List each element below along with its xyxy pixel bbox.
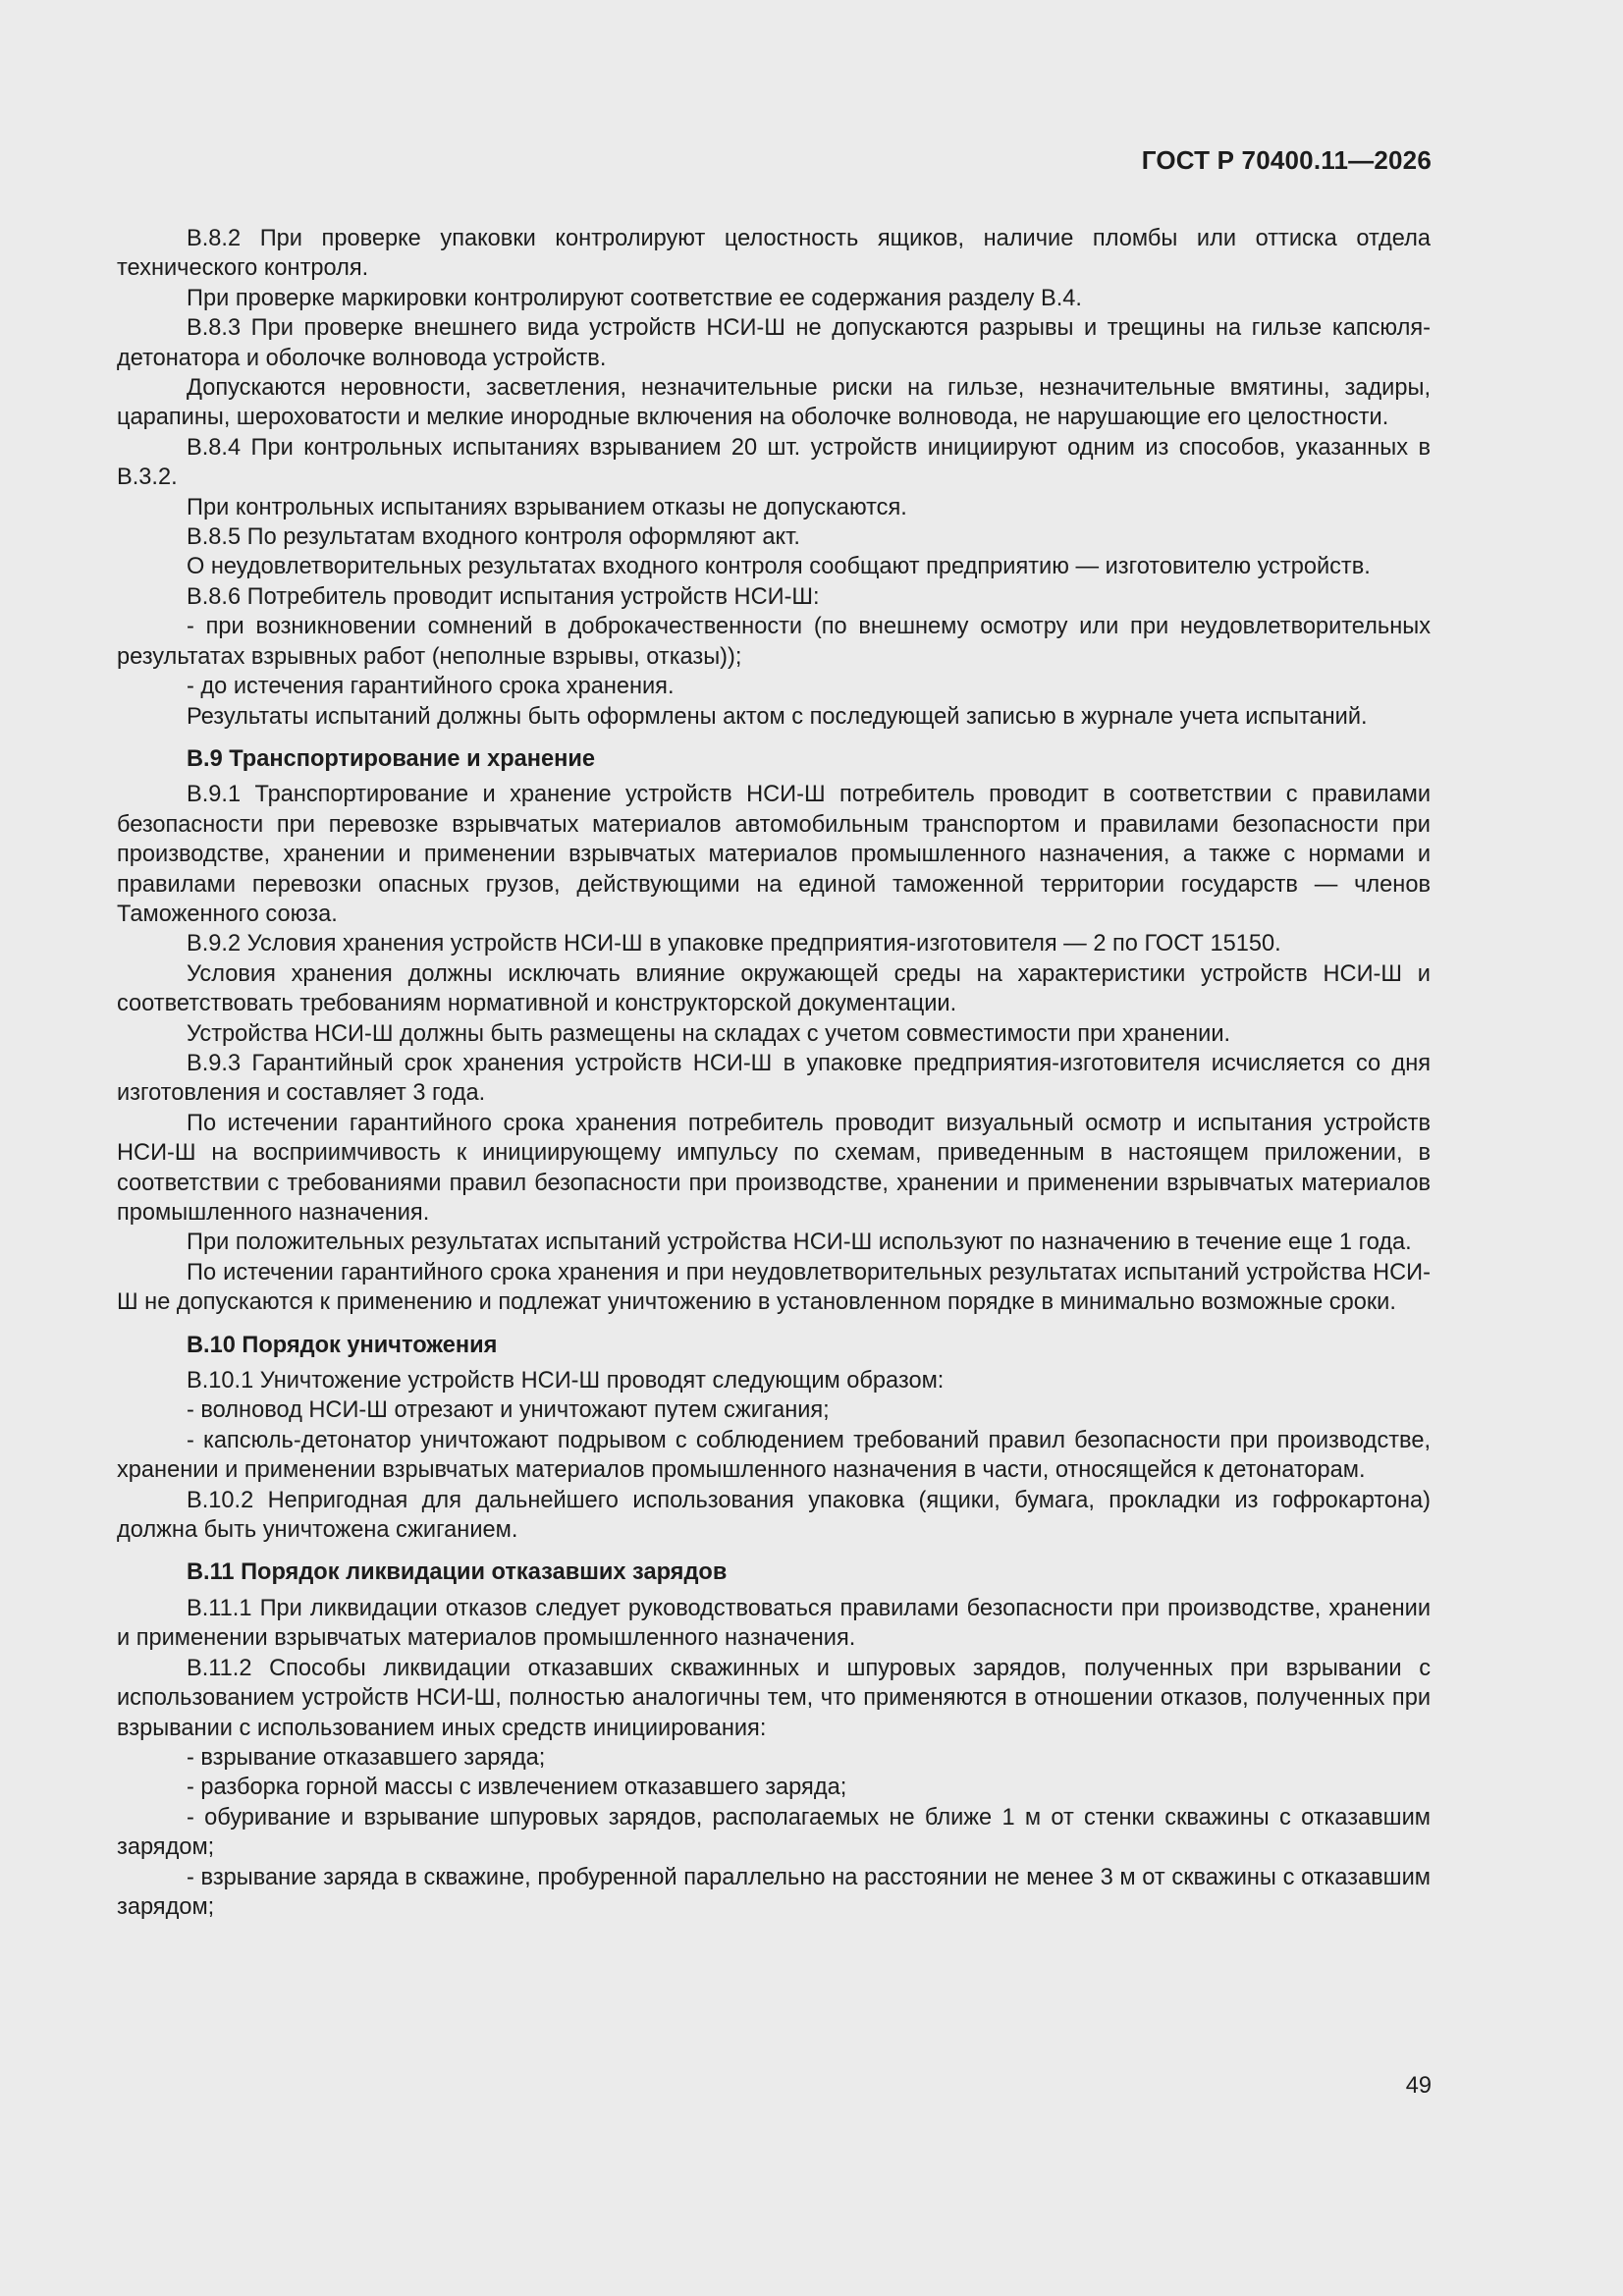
paragraph: В.8.5 По результатам входного контроля оформляют акт.	[187, 524, 800, 551]
paragraph: По истечении гарантийного срока хранения и при неудовлетворительных результатах испытаний устройства НСИ-Ш не допускаются к применению и подлежат уничтожению в установленном порядке в минимально возможные сроки.	[117, 1259, 1431, 1316]
paragraph: В.8.2 При проверке упаковки контролируют целостность ящиков, наличие пломбы или оттиска отдела технического контроля.	[117, 226, 1431, 282]
section-heading: В.10 Порядок уничтожения	[187, 1332, 498, 1358]
section-heading: В.9 Транспортирование и хранение	[187, 745, 596, 772]
paragraph: Условия хранения должны исключать влияние окружающей среды на характеристики устройств НСИ-Ш и соответствовать требованиям нормативной и конструкторской документации.	[117, 960, 1431, 1017]
paragraph: В.9.2 Условия хранения устройств НСИ-Ш в упаковке предприятия-изготовителя — 2 по ГОСТ 15150.	[187, 931, 1281, 957]
list-item: - волновод НСИ-Ш отрезают и уничтожают путем сжигания;	[187, 1397, 830, 1424]
paragraph: Результаты испытаний должны быть оформлены актом с последующей записью в журнале учета испытаний.	[187, 703, 1368, 730]
paragraph: В.9.3 Гарантийный срок хранения устройств НСИ-Ш в упаковке предприятия-изготовителя исчисляется со дня изготовления и составляет 3 года.	[117, 1050, 1431, 1107]
paragraph: Устройства НСИ-Ш должны быть размещены на складах с учетом совместимости при хранении.	[187, 1020, 1231, 1047]
paragraph: В.8.4 При контрольных испытаниях взрыванием 20 шт. устройств инициируют одним из способов, указанных в В.3.2.	[117, 434, 1431, 491]
paragraph: В.9.1 Транспортирование и хранение устройств НСИ-Ш потребитель проводит в соответствии с правилами безопасности при перевозке взрывчатых материалов автомобильным транспортом и правилами безопасности при производстве, хранении и применении взрывчатых материалов промышленного назначения, а также с нормами и правилами перевозки опасных грузов, действующими на единой таможенной территории государств — членов Таможенного союза.	[117, 782, 1431, 927]
list-item: - взрывание заряда в скважине, пробуренной параллельно на расстоянии не менее 3 м от скважины с отказавшим зарядом;	[117, 1864, 1431, 1920]
list-item: - до истечения гарантийного срока хранения.	[187, 674, 675, 700]
section-heading: В.11 Порядок ликвидации отказавших зарядов	[187, 1559, 728, 1586]
paragraph: В.10.2 Непригодная для дальнейшего использования упаковка (ящики, бумага, прокладки из гофрокартона) должна быть уничтожена сжиганием.	[117, 1487, 1431, 1544]
list-item: - капсюль-детонатор уничтожают подрывом с соблюдением требований правил безопасности при производстве, хранении и применении взрывчатых материалов промышленного назначения в части, относящейся к детонаторам.	[117, 1427, 1431, 1484]
page-number: 49	[1405, 2073, 1432, 2099]
list-item: - разборка горной массы с извлечением отказавшего заряда;	[187, 1775, 847, 1801]
paragraph: При проверке маркировки контролируют соответствие ее содержания разделу В.4.	[187, 285, 1082, 311]
paragraph: В.8.3 При проверке внешнего вида устройств НСИ-Ш не допускаются разрывы и трещины на гильзе капсюля-детонатора и оболочке волновода устройств.	[117, 315, 1431, 371]
paragraph: По истечении гарантийного срока хранения потребитель проводит визуальный осмотр и испытания устройств НСИ-Ш на восприимчивость к инициирующему импульсу по схемам, приведенным в настоящем приложении, в соответствии с требованиями правил безопасности при производстве, хранении и применении взрывчатых материалов промышленного назначения.	[117, 1110, 1431, 1226]
list-item: - взрывание отказавшего заряда;	[187, 1744, 546, 1771]
paragraph: В.8.6 Потребитель проводит испытания устройств НСИ-Ш:	[187, 583, 820, 610]
paragraph: При контрольных испытаниях взрыванием отказы не допускаются.	[187, 494, 907, 520]
list-item: - при возникновении сомнений в доброкачественности (по внешнему осмотру или при неудовлетворительных результатах взрывных работ (неполные взрывы, отказы));	[117, 614, 1431, 670]
paragraph: В.11.1 При ликвидации отказов следует руководствоваться правилами безопасности при производстве, хранении и применении взрывчатых материалов промышленного назначения.	[117, 1595, 1431, 1652]
paragraph: О неудовлетворительных результатах входного контроля сообщают предприятию — изготовителю устройств.	[187, 554, 1371, 580]
paragraph: При положительных результатах испытаний устройства НСИ-Ш используют по назначению в течение еще 1 года.	[187, 1230, 1412, 1256]
paragraph: В.10.1 Уничтожение устройств НСИ-Ш проводят следующим образом:	[187, 1368, 945, 1394]
document-body	[117, 224, 1431, 1922]
list-item: - обуривание и взрывание шпуровых зарядов, располагаемых не ближе 1 м от стенки скважины с отказавшим зарядом;	[117, 1804, 1431, 1861]
paragraph: Допускаются неровности, засветления, незначительные риски на гильзе, незначительные вмятины, задиры, царапины, шероховатости и мелкие инородные включения на оболочке волновода, не нарушающие его целостности.	[117, 375, 1431, 431]
paragraph: В.11.2 Способы ликвидации отказавших скважинных и шпуровых зарядов, полученных при взрывании с использованием устройств НСИ-Ш, полностью аналогичны тем, что применяются в отношении отказов, полученных при взрывании с использованием иных средств инициирования:	[117, 1655, 1431, 1741]
document-header: ГОСТ Р 70400.11—2026	[1141, 145, 1432, 175]
